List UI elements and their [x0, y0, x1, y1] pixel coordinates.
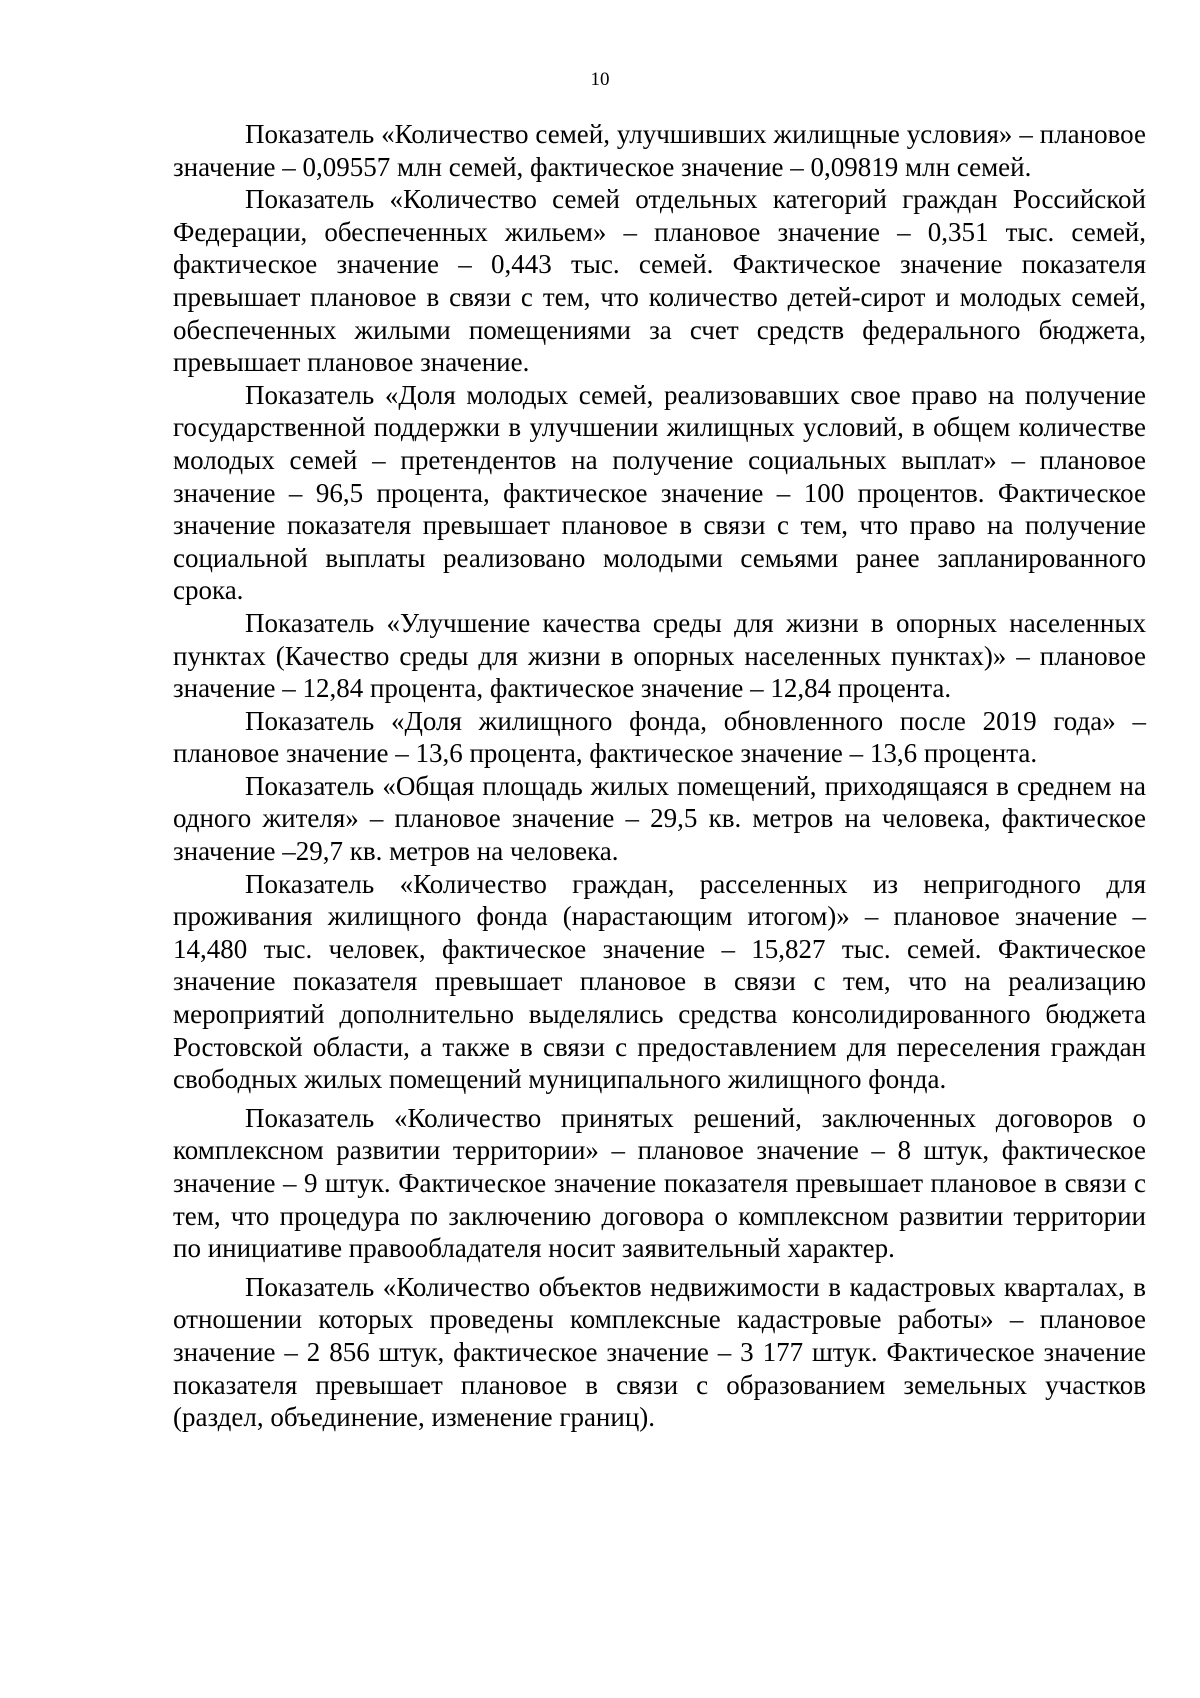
- paragraph-living-area-per-resident: Показатель «Общая площадь жилых помещений, приходящаяся в среднем на одного жителя» – плановое значение – 29,5 кв. метров на человека, фактическое значение –29,7 кв. метров на человека.: [173, 770, 1146, 867]
- paragraph-housing-stock-renewed: Показатель «Доля жилищного фонда, обновленного после 2019 года» – плановое значение – 13,6 процента, фактическое значение – 13,6 процента.: [173, 705, 1146, 769]
- paragraph-integrated-development-decisions: Показатель «Количество принятых решений, заключенных договоров о комплексном развитии территории» – плановое значение – 8 штук, фактическое значение – 9 штук. Фактическое значение показателя превышает плановое в связи с тем, что процедура по заключению договора о комплексном развитии территории по инициативе правообладателя носит заявительный характер.: [173, 1102, 1146, 1264]
- paragraph-living-environment-quality: Показатель «Улучшение качества среды для жизни в опорных населенных пунктах (Качество среды для жизни в опорных населенных пунктах)» – плановое значение – 12,84 процента, фактическое значение – 12,84 процента.: [173, 607, 1146, 704]
- page-number: 10: [590, 69, 610, 90]
- paragraph-young-families-share: Показатель «Доля молодых семей, реализовавших свое право на получение государственной поддержки в улучшении жилищных условий, в общем количестве молодых семей – претендентов на получение социальных выплат» – плановое значение – 96,5 процента, фактическое значение – 100 процентов. Фактическое значение показателя превышает плановое в связи с тем, что право на получение социальной выплаты реализовано молодыми семьями ранее запланированного срока.: [173, 379, 1146, 606]
- paragraph-citizens-resettled: Показатель «Количество граждан, расселенных из непригодного для проживания жилищного фонда (нарастающим итогом)» – плановое значение – 14,480 тыс. человек, фактическое значение – 15,827 тыс. семей. Фактическое значение показателя превышает плановое в связи с тем, что на реализацию мероприятий дополнительно выделялись средства консолидированного бюджета Ростовской области, а также в связи с предоставлением для переселения граждан свободных жилых помещений муниципального жилищного фонда.: [173, 868, 1146, 1095]
- paragraph-families-improved-housing: Показатель «Количество семей, улучшивших жилищные условия» – плановое значение – 0,09557 млн семей, фактическое значение – 0,09819 млн семей.: [173, 119, 1146, 182]
- paragraph-cadastral-works-objects: Показатель «Количество объектов недвижимости в кадастровых кварталах, в отношении которых проведены комплексные кадастровые работы» – плановое значение – 2 856 штук, фактическое значение – 3 177 штук. Фактическое значение показателя превышает плановое в связи с образованием земельных участков (раздел, объединение, изменение границ).: [173, 1271, 1146, 1433]
- document-body: [173, 118, 1146, 1434]
- paragraph-families-provided-housing: Показатель «Количество семей отдельных категорий граждан Российской Федерации, обеспеченных жильем» – плановое значение – 0,351 тыс. семей, фактическое значение – 0,443 тыс. семей. Фактическое значение показателя превышает плановое в связи с тем, что количество детей-сирот и молодых семей, обеспеченных жилыми помещениями за счет средств федерального бюджета, превышает плановое значение.: [173, 184, 1146, 378]
